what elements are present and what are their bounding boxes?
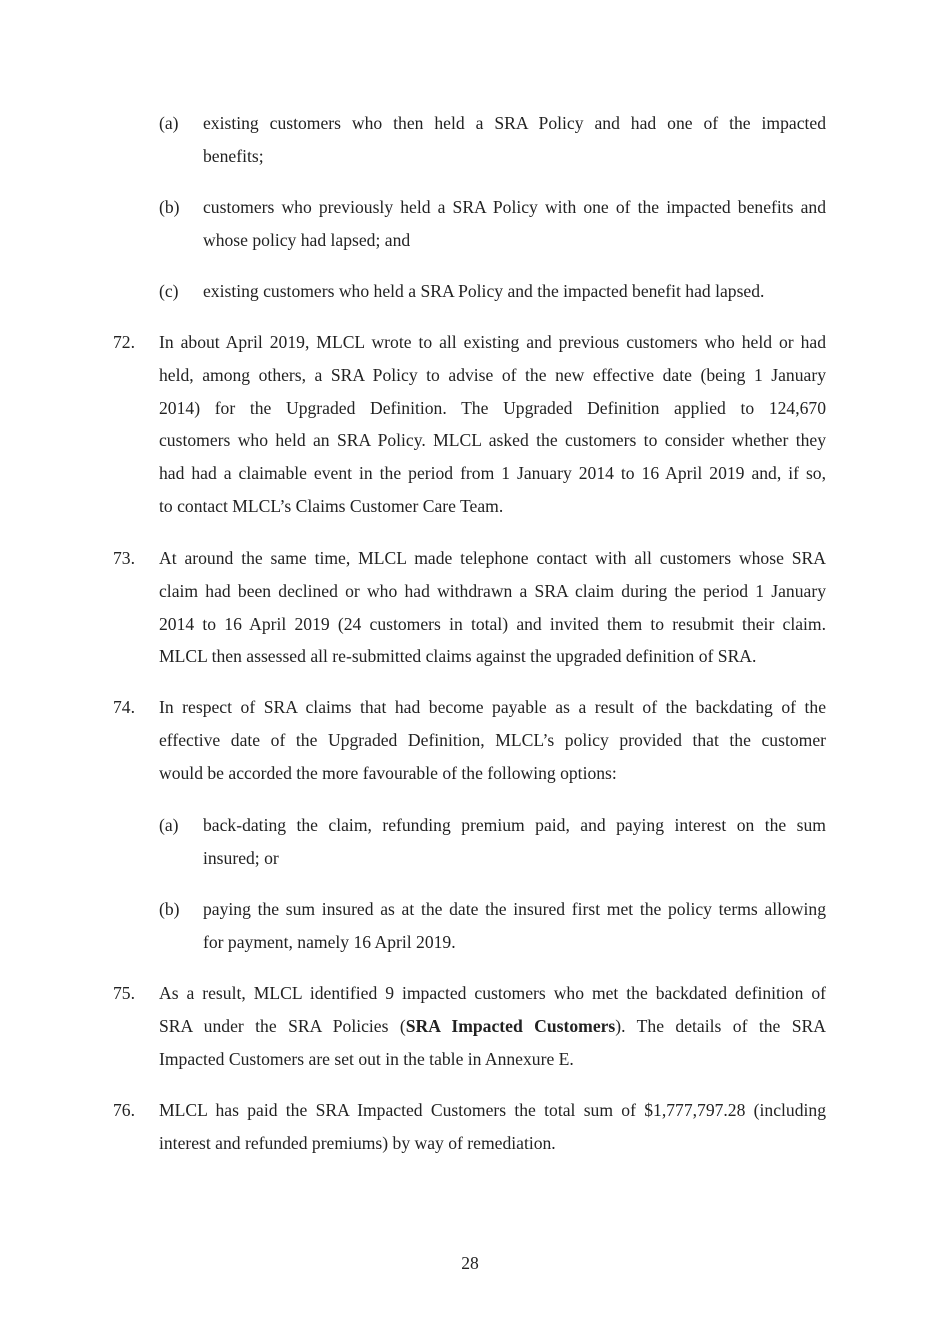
text-line: In respect of SRA claims that had become payable as a result of the backdating of the bbox=[159, 697, 826, 717]
paragraph-number: 73. bbox=[113, 548, 135, 568]
paragraph-74 bbox=[159, 691, 826, 789]
text-line: held, among others, a SRA Policy to advise of the new effective date (being 1 January bbox=[159, 364, 826, 385]
text-line: claim had been declined or who had withdrawn a SRA claim during the period 1 January bbox=[159, 580, 826, 601]
defined-term: SRA Impacted Customers bbox=[405, 1015, 616, 1036]
paragraph-73 bbox=[159, 542, 826, 673]
sub-item-label: (c) bbox=[159, 281, 179, 301]
text-line: 2014) for the Upgraded Definition. The Upgraded Definition applied to 124,670 bbox=[159, 397, 826, 418]
text-line: customers who held an SRA Policy. MLCL asked the customers to consider whether they bbox=[159, 430, 826, 451]
text-line: In about April 2019, MLCL wrote to all existing and previous customers who held or had bbox=[159, 332, 826, 352]
sub-item-text bbox=[203, 191, 826, 257]
text-line: would be accorded the more favourable of the following options: bbox=[159, 762, 617, 783]
text-fragment: ). The details of the SRA bbox=[615, 1015, 826, 1036]
paragraph-72 bbox=[159, 326, 826, 523]
text-line: back-dating the claim, refunding premium paid, and paying interest on the sum bbox=[203, 815, 826, 835]
text-line: had had a claimable event in the period from 1 January 2014 to 16 April 2019 and, if so, bbox=[159, 463, 826, 484]
text-line: for payment, namely 16 April 2019. bbox=[203, 931, 456, 952]
sub-item-text bbox=[203, 893, 826, 959]
text-line: existing customers who then held a SRA Policy and had one of the impacted bbox=[203, 113, 826, 133]
sub-item-text bbox=[203, 107, 826, 173]
text-line: 2014 to 16 April 2019 (24 customers in total) and invited them to resubmit their claim. bbox=[159, 613, 826, 634]
sub-item-label: (a) bbox=[159, 113, 179, 133]
text-line: At around the same time, MLCL made telephone contact with all customers whose SRA bbox=[159, 548, 826, 568]
paragraph-number: 72. bbox=[113, 332, 135, 352]
sub-item-label: (a) bbox=[159, 815, 179, 835]
text-line: benefits; bbox=[203, 145, 264, 166]
sub-item-label: (b) bbox=[159, 899, 180, 919]
text-fragment: SRA under the SRA Policies ( bbox=[159, 1015, 406, 1036]
text-line: insured; or bbox=[203, 847, 279, 868]
text-line: Impacted Customers are set out in the table in Annexure E. bbox=[159, 1048, 574, 1069]
paragraph-number: 75. bbox=[113, 983, 135, 1003]
sub-item-label: (b) bbox=[159, 197, 180, 217]
sub-item-text bbox=[203, 809, 826, 875]
page-number: 28 bbox=[461, 1253, 479, 1273]
paragraph-76 bbox=[159, 1094, 826, 1160]
paragraph-number: 76. bbox=[113, 1100, 135, 1120]
text-line: As a result, MLCL identified 9 impacted customers who met the backdated definition of bbox=[159, 983, 826, 1003]
text-line: customers who previously held a SRA Policy with one of the impacted benefits and bbox=[203, 197, 826, 217]
text-line: paying the sum insured as at the date the insured first met the policy terms allowing bbox=[203, 899, 826, 919]
text-line: MLCL then assessed all re-submitted claims against the upgraded definition of SRA. bbox=[159, 646, 757, 667]
text-line: existing customers who held a SRA Policy and the impacted benefit had lapsed. bbox=[203, 281, 765, 301]
text-line: whose policy had lapsed; and bbox=[203, 229, 411, 250]
text-line: interest and refunded premiums) by way of remediation. bbox=[159, 1132, 556, 1153]
paragraph-number: 74. bbox=[113, 697, 135, 717]
text-line: MLCL has paid the SRA Impacted Customers the total sum of $1,777,797.28 (including bbox=[159, 1100, 826, 1120]
text-line: effective date of the Upgraded Definition, MLCL’s policy provided that the customer bbox=[159, 729, 826, 750]
text-line: to contact MLCL’s Claims Customer Care Team. bbox=[159, 495, 504, 516]
paragraph-75 bbox=[159, 977, 826, 1075]
text-line bbox=[159, 1010, 826, 1043]
sub-item-text bbox=[203, 275, 826, 308]
